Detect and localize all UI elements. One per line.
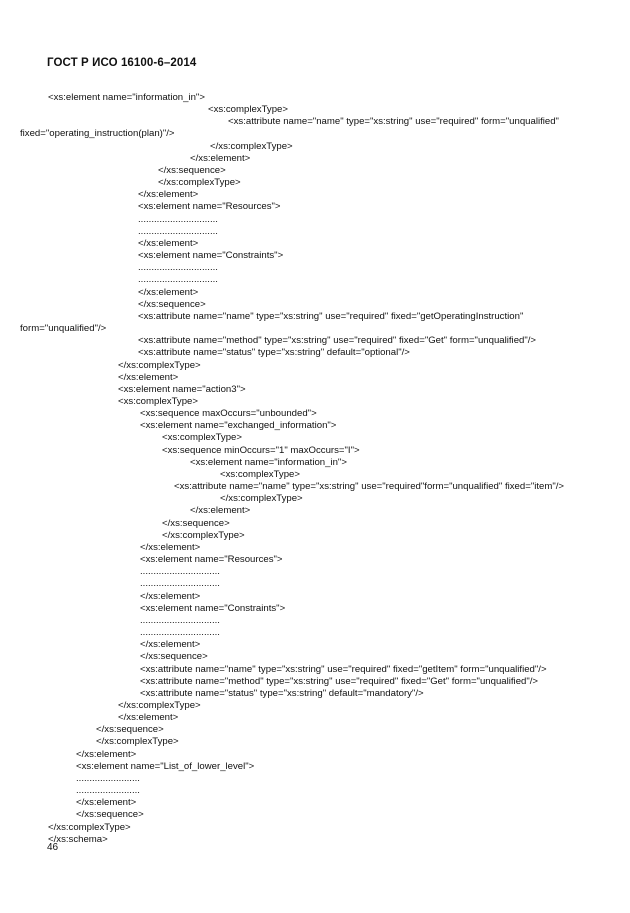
code-line: </xs:complexType>	[220, 493, 303, 505]
code-line: </xs:complexType>	[118, 700, 201, 711]
code-line: </xs:element>	[138, 189, 199, 201]
code-line: </xs:element>	[140, 590, 201, 602]
code-line: </xs:element>	[138, 286, 199, 298]
code-line: ..............................	[138, 213, 218, 225]
code-line: </xs:complexType>	[210, 140, 293, 152]
code-line: ..............................	[140, 566, 220, 578]
code-line: </xs:element>	[76, 797, 137, 809]
code-line: form="unqualified"/>	[20, 323, 107, 335]
code-line: </xs:element>	[76, 748, 137, 760]
code-line: </xs:element>	[138, 237, 199, 249]
code-line: </xs:sequence>	[140, 651, 208, 663]
code-line: </xs:complexType>	[118, 359, 201, 371]
code-line: <xs:attribute name="name" type="xs:string" use="required" fixed="getItem" form="unqualified"/>	[140, 663, 547, 675]
code-line: <xs:element name="Resources">	[140, 554, 283, 566]
code-line: </xs:complexType>	[162, 529, 245, 541]
code-line: </xs:sequence>	[96, 724, 164, 736]
code-line: ..............................	[140, 614, 220, 626]
code-line: <xs:element name="Constraints">	[138, 250, 284, 262]
code-line: ........................	[76, 772, 140, 784]
code-line: <xs:attribute name="status" type="xs:string" default="mandatory"/>	[140, 687, 424, 699]
code-line: <xs:attribute name="name" type="xs:string" use="required" fixed="getOperatingInstruction"	[138, 310, 524, 322]
code-line: <xs:attribute name="status" type="xs:string" default="optional"/>	[138, 347, 410, 359]
code-line: </xs:schema>	[48, 833, 108, 845]
code-line: </xs:element>	[190, 152, 251, 164]
code-line: </xs:complexType>	[48, 821, 131, 833]
code-line: ..............................	[138, 262, 218, 274]
code-line: <xs:attribute name="method" type="xs:string" use="required" fixed="Get" form="unqualified"/>	[138, 335, 537, 347]
code-line: <xs:complexType>	[162, 432, 242, 444]
code-line: ..............................	[140, 627, 220, 639]
code-line: </xs:element>	[190, 505, 251, 517]
code-line: </xs:sequence>	[138, 298, 206, 310]
code-line: <xs:element name="List_of_lower_level">	[76, 760, 255, 772]
code-line: </xs:sequence>	[158, 164, 226, 176]
code-line: </xs:element>	[140, 541, 201, 553]
code-line: <xs:sequence minOccurs="1" maxOccurs="I">	[162, 444, 360, 456]
code-line: <xs:complexType>	[118, 396, 198, 407]
code-line: fixed="operating_instruction(plan)"/>	[20, 128, 175, 140]
code-line: ........................	[76, 785, 140, 797]
code-line: <xs:element name="information_in">	[190, 456, 347, 468]
code-line: <xs:element name="Constraints">	[140, 602, 286, 614]
code-line: ..............................	[138, 274, 218, 286]
code-line: <xs:element name="information_in">	[48, 92, 205, 103]
code-line: <xs:attribute name="name" type="xs:string" use="required" form="unqualified"	[228, 116, 559, 128]
code-line: </xs:sequence>	[162, 517, 230, 529]
code-line: </xs:sequence>	[76, 809, 144, 821]
code-line: <xs:complexType>	[208, 104, 288, 116]
page-number: 46	[47, 842, 59, 853]
code-line: <xs:attribute name="method" type="xs:string" use="required" fixed="Get" form="unqualified"/>	[140, 675, 539, 687]
code-line: ..............................	[138, 225, 218, 237]
document-header: ГОСТ Р ИСО 16100-6–2014	[47, 57, 197, 69]
code-line: <xs:element name="exchanged_information">	[140, 420, 337, 432]
code-line: ..............................	[140, 578, 220, 590]
code-line: </xs:complexType>	[96, 736, 179, 748]
code-line: <xs:complexType>	[220, 468, 300, 480]
code-line: <xs:attribute name="name" type="xs:string" use="required"form="unqualified" fixed="item"/>	[174, 481, 565, 493]
code-line: </xs:complexType>	[158, 177, 241, 189]
code-line: <xs:element name="action3">	[118, 383, 246, 395]
code-line: <xs:sequence maxOccurs="unbounded">	[140, 408, 317, 420]
code-line: </xs:element>	[118, 371, 179, 383]
code-line: <xs:element name="Resources">	[138, 201, 281, 213]
code-line: </xs:element>	[118, 712, 179, 724]
code-line: </xs:element>	[140, 639, 201, 651]
